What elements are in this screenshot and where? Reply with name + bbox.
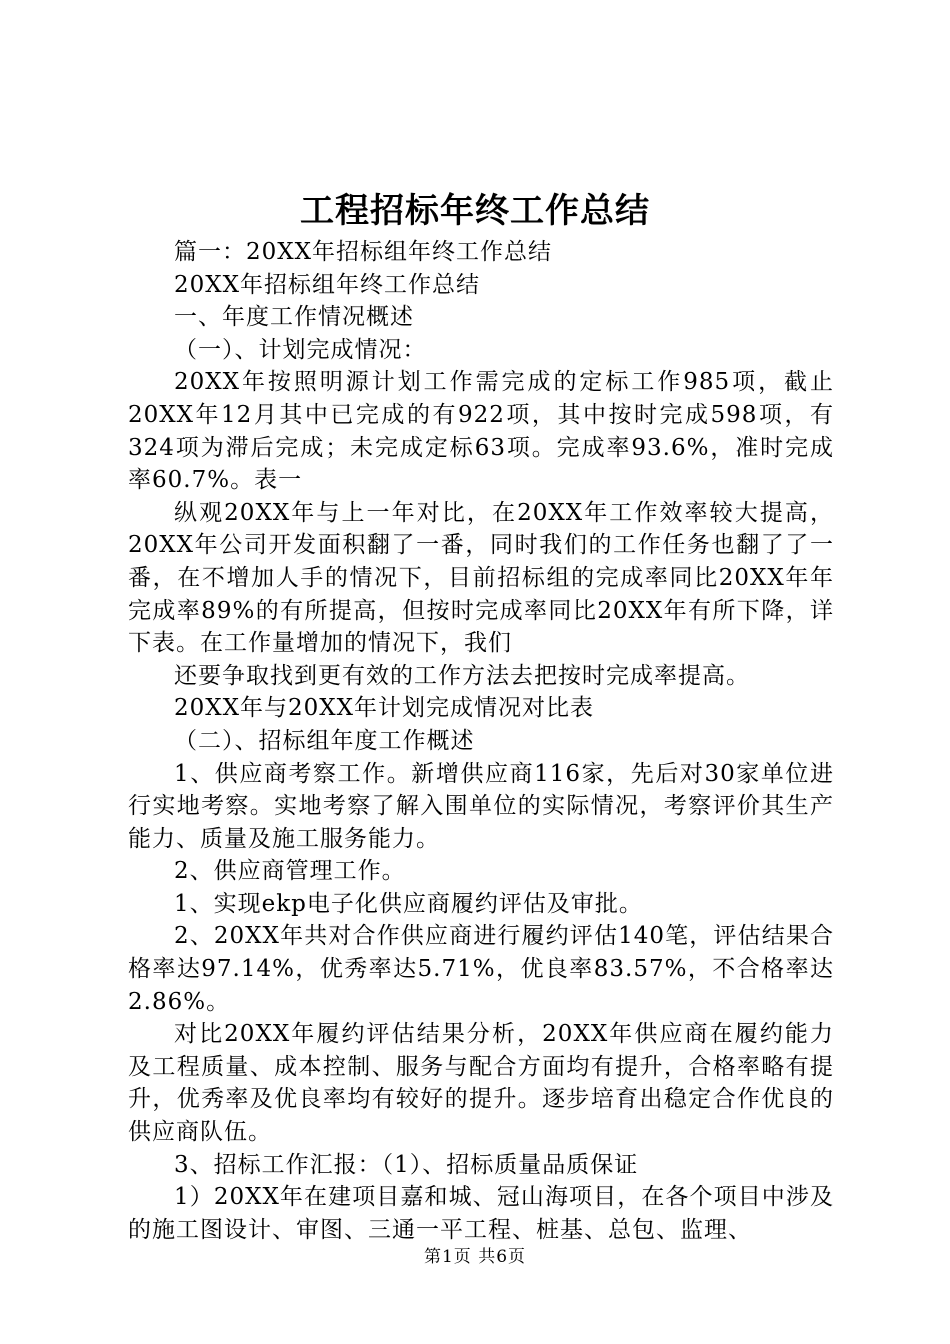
paragraph-section-heading: 篇一：20XX年招标组年终工作总结: [174, 239, 553, 265]
paragraph-evaluation-results: 2、20XX年共对合作供应商进行履约评估140笔，评估结果合格率达97.14%，优秀率达5.71%，优良率83.57%，不合格率达2.86%。: [128, 923, 834, 1015]
paragraph-supplier-management: 2、供应商管理工作。: [174, 858, 406, 885]
paragraph-projects: 1）20XX年在建项目嘉和城、冠山海项目，在各个项目中涉及的施工图设计、审图、三通一平工程、桩基、总包、监理、: [128, 1184, 834, 1243]
paragraph-comparison-table-title: 20XX年与20XX年计划完成情况对比表: [174, 695, 595, 722]
paragraph-heading-plan: （一）、计划完成情况：: [174, 336, 427, 363]
document-title: 工程招标年终工作总结: [300, 191, 650, 231]
paragraph-ekp-evaluation: 1、实现ekp电子化供应商履约评估及审批。: [174, 890, 643, 917]
paragraph-comparison: 纵观20XX年与上一年对比，在20XX年工作效率较大提高，20XX年公司开发面积翻了一番，同时我们的工作任务也翻了了一番，在不增加人手的情况下，目前招标组的完成率同比20XX年年完成率89%的有所提高，但按时完成率同比20XX年有所下降，详下表。在工作量增加的情况下，我们: [128, 499, 834, 657]
paragraph-plan-stats: 20XX年按照明源计划工作需完成的定标工作985项，截止20XX年12月其中已完成的有922项，其中按时完成598项，有324项为滞后完成；未完成定标63项。完成率93.6%，准时完成率60.7%。表一: [128, 369, 834, 494]
document-body: [128, 236, 834, 1246]
paragraph-improve-method: 还要争取找到更有效的工作方法去把按时完成率提高。: [174, 662, 750, 689]
paragraph-supplier-inspection: 1、供应商考察工作。新增供应商116家，先后对30家单位进行实地考察。实地考察了解入围单位的实际情况，考察评价其生产能力、质量及施工服务能力。: [128, 760, 834, 852]
paragraph-evaluation-analysis: 对比20XX年履约评估结果分析，20XX年供应商在履约能力及工程质量、成本控制、服务与配合方面均有提升，合格率略有提升，优秀率及优良率均有较好的提升。逐步培育出稳定合作优良的供应商队伍。: [128, 1021, 834, 1146]
paragraph-heading-overview: 一、年度工作情况概述: [174, 304, 414, 331]
paragraph-subtitle: 20XX年招标组年终工作总结: [174, 271, 481, 298]
paragraph-bidding-report: 3、招标工作汇报：（1）、招标质量品质保证: [174, 1151, 639, 1178]
paragraph-heading-work-overview: （二）、招标组年度工作概述: [174, 727, 475, 754]
page-footer: 第1页 共6页: [423, 1247, 527, 1267]
